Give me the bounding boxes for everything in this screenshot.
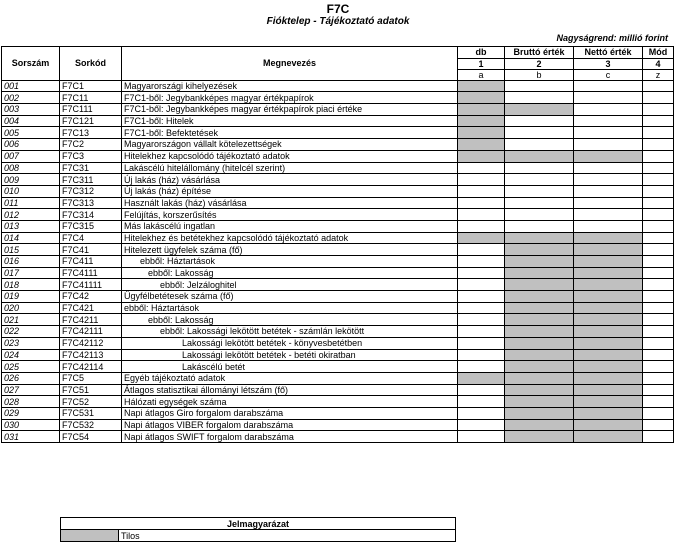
cell-brutto (505, 396, 574, 408)
table-row (2, 337, 674, 349)
row-number: 010 (2, 185, 60, 197)
cell-netto (574, 314, 643, 326)
cell-mod[interactable] (643, 174, 674, 186)
cell-db[interactable] (458, 314, 505, 326)
col-num-2: 2 (505, 58, 574, 69)
cell-mod[interactable] (643, 372, 674, 384)
table-row (2, 407, 674, 419)
table-row (2, 396, 674, 408)
table-row (2, 232, 674, 244)
cell-brutto (505, 326, 574, 338)
row-label: ebből: Lakossági lekötött betétek - számlán lekötött (122, 326, 458, 338)
cell-mod[interactable] (643, 80, 674, 92)
row-number: 024 (2, 349, 60, 361)
row-code: F7C312 (60, 185, 122, 197)
cell-db (458, 139, 505, 151)
row-label: F7C1-ből: Jegybankképes magyar értékpapírok (122, 92, 458, 104)
row-code: F7C31 (60, 162, 122, 174)
row-code: F7C54 (60, 431, 122, 443)
row-code: F7C52 (60, 396, 122, 408)
row-label: Egyéb tájékoztató adatok (122, 372, 458, 384)
cell-db[interactable] (458, 291, 505, 303)
cell-netto (574, 407, 643, 419)
row-label: F7C1-ből: Befektetések (122, 127, 458, 139)
row-label: F7C1-ből: Hitelek (122, 115, 458, 127)
cell-db (458, 80, 505, 92)
row-label: Átlagos statisztikai állományi létszám (fő) (122, 384, 458, 396)
table-row (2, 431, 674, 443)
table-row (2, 419, 674, 431)
cell-brutto (505, 372, 574, 384)
table-row (2, 326, 674, 338)
cell-netto (574, 232, 643, 244)
cell-netto[interactable] (574, 209, 643, 221)
cell-mod[interactable] (643, 162, 674, 174)
row-code: F7C2 (60, 139, 122, 151)
cell-brutto (505, 256, 574, 268)
cell-brutto (505, 267, 574, 279)
cell-brutto[interactable] (505, 209, 574, 221)
cell-netto (574, 372, 643, 384)
row-code: F7C4211 (60, 314, 122, 326)
row-label: Magyarországi kihelyezések (122, 80, 458, 92)
col-header-netto: Nettó érték (574, 47, 643, 59)
cell-brutto (505, 407, 574, 419)
row-label: Lakossági lekötött betétek - betéti okiratban (122, 349, 458, 361)
table-row (2, 384, 674, 396)
cell-brutto (505, 150, 574, 162)
table-row (2, 127, 674, 139)
cell-brutto[interactable] (505, 127, 574, 139)
cell-brutto (505, 384, 574, 396)
table-row (2, 244, 674, 256)
row-code: F7C421 (60, 302, 122, 314)
cell-netto[interactable] (574, 80, 643, 92)
row-label: Napi átlagos SWIFT forgalom darabszáma (122, 431, 458, 443)
cell-db[interactable] (458, 431, 505, 443)
col-letter-z: z (643, 69, 674, 80)
table-row (2, 220, 674, 232)
table-row (2, 150, 674, 162)
cell-netto[interactable] (574, 139, 643, 151)
cell-netto (574, 256, 643, 268)
row-number: 017 (2, 267, 60, 279)
row-label: Lakáscélú hitelállomány (hitelcél szerint) (122, 162, 458, 174)
cell-db[interactable] (458, 209, 505, 221)
row-label: ebből: Lakosság (122, 314, 458, 326)
row-code: F7C4111 (60, 267, 122, 279)
table-row (2, 256, 674, 268)
cell-mod[interactable] (643, 197, 674, 209)
cell-mod[interactable] (643, 115, 674, 127)
row-code: F7C4 (60, 232, 122, 244)
cell-db[interactable] (458, 384, 505, 396)
cell-mod[interactable] (643, 256, 674, 268)
cell-db[interactable] (458, 174, 505, 186)
table-row (2, 197, 674, 209)
row-number: 001 (2, 80, 60, 92)
cell-mod[interactable] (643, 150, 674, 162)
col-num-3: 3 (574, 58, 643, 69)
cell-mod[interactable] (643, 302, 674, 314)
cell-brutto (505, 302, 574, 314)
col-header-megnevezes: Megnevezés (122, 47, 458, 81)
table-row (2, 115, 674, 127)
cell-db (458, 127, 505, 139)
row-label: Új lakás (ház) építése (122, 185, 458, 197)
cell-mod[interactable] (643, 407, 674, 419)
cell-brutto[interactable] (505, 139, 574, 151)
cell-mod[interactable] (643, 291, 674, 303)
cell-brutto[interactable] (505, 162, 574, 174)
cell-brutto (505, 314, 574, 326)
row-label: Felújítás, korszerűsítés (122, 209, 458, 221)
cell-netto[interactable] (574, 104, 643, 116)
row-code: F7C315 (60, 220, 122, 232)
cell-db[interactable] (458, 407, 505, 419)
cell-brutto[interactable] (505, 92, 574, 104)
row-number: 027 (2, 384, 60, 396)
cell-brutto (505, 431, 574, 443)
row-code: F7C41111 (60, 279, 122, 291)
row-code: F7C314 (60, 209, 122, 221)
col-letter-a: a (458, 69, 505, 80)
cell-netto (574, 419, 643, 431)
row-number: 025 (2, 361, 60, 373)
row-code: F7C1 (60, 80, 122, 92)
col-header-sorszam: Sorszám (2, 47, 60, 81)
table-row (2, 291, 674, 303)
cell-netto[interactable] (574, 185, 643, 197)
table-row (2, 349, 674, 361)
cell-db[interactable] (458, 197, 505, 209)
cell-mod[interactable] (643, 396, 674, 408)
row-code: F7C121 (60, 115, 122, 127)
row-code: F7C42112 (60, 337, 122, 349)
row-number: 022 (2, 326, 60, 338)
row-number: 011 (2, 197, 60, 209)
row-number: 009 (2, 174, 60, 186)
cell-netto (574, 267, 643, 279)
cell-mod[interactable] (643, 232, 674, 244)
cell-db[interactable] (458, 361, 505, 373)
cell-mod[interactable] (643, 209, 674, 221)
cell-db (458, 92, 505, 104)
row-number: 019 (2, 291, 60, 303)
cell-netto[interactable] (574, 162, 643, 174)
table-row (2, 139, 674, 151)
cell-mod[interactable] (643, 384, 674, 396)
cell-netto (574, 302, 643, 314)
col-letter-c: c (574, 69, 643, 80)
cell-netto[interactable] (574, 92, 643, 104)
cell-brutto (505, 349, 574, 361)
table-row (2, 279, 674, 291)
col-header-sorkod: Sorkód (60, 47, 122, 81)
table-row (2, 372, 674, 384)
row-number: 012 (2, 209, 60, 221)
col-num-1: 1 (458, 58, 505, 69)
cell-mod[interactable] (643, 279, 674, 291)
row-label: ebből: Jelzáloghitel (122, 279, 458, 291)
cell-mod[interactable] (643, 220, 674, 232)
row-number: 020 (2, 302, 60, 314)
cell-mod[interactable] (643, 431, 674, 443)
cell-brutto (505, 232, 574, 244)
table-row (2, 185, 674, 197)
col-header-brutto: Bruttó érték (505, 47, 574, 59)
row-code: F7C11 (60, 92, 122, 104)
cell-db (458, 232, 505, 244)
cell-brutto[interactable] (505, 197, 574, 209)
row-label: Magyarországon vállalt kötelezettségek (122, 139, 458, 151)
cell-db[interactable] (458, 396, 505, 408)
cell-netto (574, 349, 643, 361)
cell-db (458, 150, 505, 162)
cell-mod[interactable] (643, 361, 674, 373)
table-body (2, 80, 674, 442)
cell-mod[interactable] (643, 92, 674, 104)
cell-netto[interactable] (574, 197, 643, 209)
row-number: 013 (2, 220, 60, 232)
cell-netto (574, 326, 643, 338)
cell-db[interactable] (458, 220, 505, 232)
col-header-mod: Mód (643, 47, 674, 59)
table-row (2, 267, 674, 279)
row-label: Napi átlagos Giro forgalom darabszáma (122, 407, 458, 419)
col-letter-b: b (505, 69, 574, 80)
cell-db[interactable] (458, 279, 505, 291)
cell-db[interactable] (458, 337, 505, 349)
cell-db[interactable] (458, 162, 505, 174)
row-code: F7C42114 (60, 361, 122, 373)
row-label: Hálózati egységek száma (122, 396, 458, 408)
cell-netto (574, 361, 643, 373)
row-code: F7C313 (60, 197, 122, 209)
row-number: 031 (2, 431, 60, 443)
row-code: F7C3 (60, 150, 122, 162)
row-label: F7C1-ből: Jegybankképes magyar értékpapírok piaci értéke (122, 104, 458, 116)
cell-mod[interactable] (643, 326, 674, 338)
cell-mod[interactable] (643, 419, 674, 431)
cell-mod[interactable] (643, 337, 674, 349)
row-number: 023 (2, 337, 60, 349)
table-row (2, 361, 674, 373)
table-row (2, 174, 674, 186)
row-label: Lakáscélú betét (122, 361, 458, 373)
row-label: Hitelekhez és betétekhez kapcsolódó tájékoztató adatok (122, 232, 458, 244)
row-code: F7C13 (60, 127, 122, 139)
cell-netto[interactable] (574, 115, 643, 127)
row-number: 005 (2, 127, 60, 139)
row-number: 028 (2, 396, 60, 408)
cell-mod[interactable] (643, 127, 674, 139)
table-row (2, 314, 674, 326)
row-code: F7C531 (60, 407, 122, 419)
cell-netto (574, 279, 643, 291)
cell-db[interactable] (458, 419, 505, 431)
cell-netto (574, 337, 643, 349)
row-code: F7C111 (60, 104, 122, 116)
col-num-4: 4 (643, 58, 674, 69)
cell-mod[interactable] (643, 185, 674, 197)
legend-swatch (61, 530, 119, 542)
row-code: F7C411 (60, 256, 122, 268)
cell-db[interactable] (458, 256, 505, 268)
cell-brutto[interactable] (505, 80, 574, 92)
cell-db[interactable] (458, 267, 505, 279)
row-code: F7C532 (60, 419, 122, 431)
cell-db[interactable] (458, 185, 505, 197)
row-code: F7C42 (60, 291, 122, 303)
cell-netto (574, 150, 643, 162)
cell-netto (574, 384, 643, 396)
cell-brutto (505, 419, 574, 431)
cell-brutto (505, 279, 574, 291)
cell-mod[interactable] (643, 349, 674, 361)
cell-db[interactable] (458, 326, 505, 338)
cell-brutto (505, 291, 574, 303)
cell-db (458, 372, 505, 384)
row-number: 016 (2, 256, 60, 268)
row-label: ebből: Háztartások (122, 302, 458, 314)
cell-db (458, 104, 505, 116)
cell-netto (574, 396, 643, 408)
cell-db[interactable] (458, 349, 505, 361)
row-number: 008 (2, 162, 60, 174)
table-row (2, 104, 674, 116)
data-table (1, 46, 674, 443)
row-label: Lakossági lekötött betétek - könyvesbetétben (122, 337, 458, 349)
legend-table (60, 517, 456, 542)
row-number: 007 (2, 150, 60, 162)
cell-mod[interactable] (643, 104, 674, 116)
row-number: 029 (2, 407, 60, 419)
row-label: Más lakáscélú ingatlan (122, 220, 458, 232)
cell-db (458, 115, 505, 127)
cell-brutto (505, 361, 574, 373)
cell-brutto (505, 244, 574, 256)
cell-mod[interactable] (643, 139, 674, 151)
table-row (2, 209, 674, 221)
row-label: ebből: Háztartások (122, 256, 458, 268)
cell-mod[interactable] (643, 267, 674, 279)
row-number: 030 (2, 419, 60, 431)
cell-brutto[interactable] (505, 220, 574, 232)
cell-db[interactable] (458, 244, 505, 256)
col-header-db: db (458, 47, 505, 59)
legend-title: Jelmagyarázat (61, 518, 456, 530)
row-number: 006 (2, 139, 60, 151)
row-label: Hitelekhez kapcsolódó tájékoztató adatok (122, 150, 458, 162)
table-row (2, 302, 674, 314)
cell-brutto[interactable] (505, 115, 574, 127)
cell-db[interactable] (458, 302, 505, 314)
row-number: 021 (2, 314, 60, 326)
cell-brutto (505, 337, 574, 349)
cell-netto[interactable] (574, 220, 643, 232)
row-number: 003 (2, 104, 60, 116)
form-subtitle: Fióktelep - Tájékoztató adatok (266, 16, 410, 27)
row-label: ebből: Lakosság (122, 267, 458, 279)
cell-netto (574, 431, 643, 443)
cell-mod[interactable] (643, 314, 674, 326)
row-label: Új lakás (ház) vásárlása (122, 174, 458, 186)
row-number: 018 (2, 279, 60, 291)
cell-brutto[interactable] (505, 174, 574, 186)
row-label: Hitelezett ügyfelek száma (fő) (122, 244, 458, 256)
row-number: 014 (2, 232, 60, 244)
row-label: Napi átlagos VIBER forgalom darabszáma (122, 419, 458, 431)
row-code: F7C42113 (60, 349, 122, 361)
unit-note: Nagyságrend: millió forint (556, 33, 668, 43)
row-number: 026 (2, 372, 60, 384)
cell-brutto (505, 104, 574, 116)
row-code: F7C311 (60, 174, 122, 186)
table-row (2, 162, 674, 174)
cell-mod[interactable] (643, 244, 674, 256)
cell-brutto[interactable] (505, 185, 574, 197)
cell-netto (574, 244, 643, 256)
table-row (2, 80, 674, 92)
cell-netto (574, 291, 643, 303)
table-row (2, 92, 674, 104)
legend-item-label: Tilos (119, 530, 456, 542)
row-code: F7C41 (60, 244, 122, 256)
row-number: 002 (2, 92, 60, 104)
row-number: 004 (2, 115, 60, 127)
row-label: Ügyfélbetétesek száma (fő) (122, 291, 458, 303)
row-label: Használt lakás (ház) vásárlása (122, 197, 458, 209)
cell-netto[interactable] (574, 174, 643, 186)
form-title: F7C (326, 2, 350, 16)
cell-netto[interactable] (574, 127, 643, 139)
row-code: F7C42111 (60, 326, 122, 338)
row-code: F7C51 (60, 384, 122, 396)
row-number: 015 (2, 244, 60, 256)
row-code: F7C5 (60, 372, 122, 384)
